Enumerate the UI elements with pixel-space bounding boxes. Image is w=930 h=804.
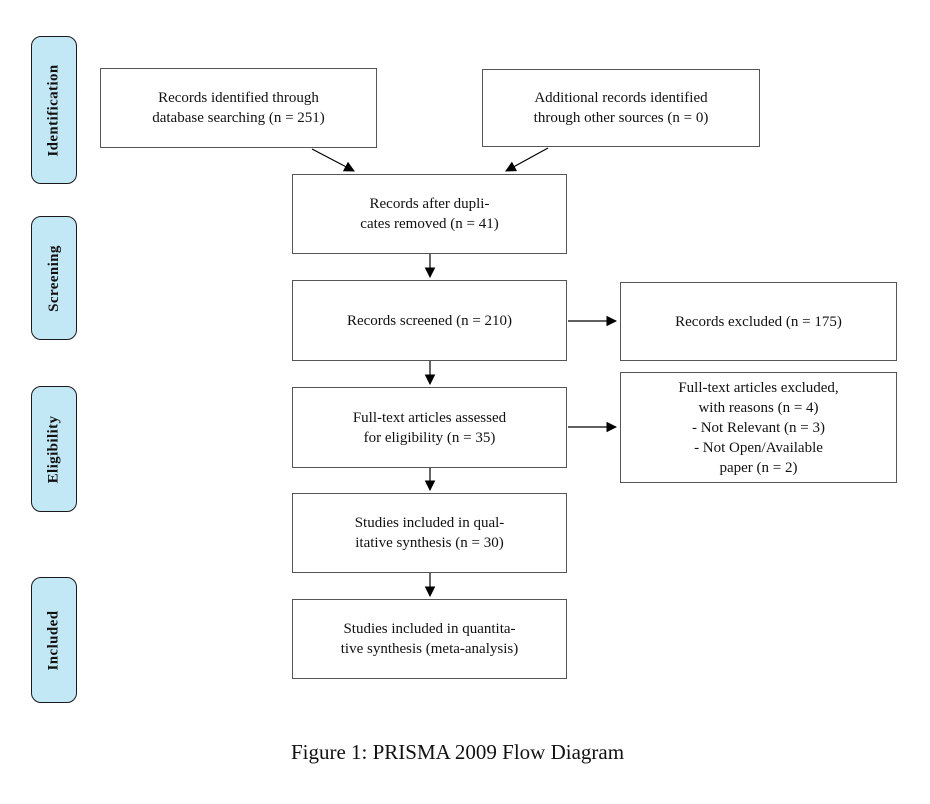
phase-label-screening-text: Screening (45, 244, 62, 312)
box-records-screened-text (293, 311, 566, 331)
phase-label-screening (31, 216, 77, 340)
box-line: through other sources (n = 0) (533, 110, 709, 126)
box-line: cates removed (n = 41) (360, 216, 499, 232)
box-line: Studies included in quantita- (343, 621, 516, 637)
box-qualitative-synthesis-text (293, 513, 566, 553)
phase-label-included (31, 577, 77, 703)
phase-label-eligibility (31, 386, 77, 512)
box-quantitative-synthesis-text (293, 619, 566, 659)
phase-label-identification-text: Identification (45, 63, 62, 157)
box-records-identified (100, 68, 377, 148)
box-fulltext-assessed (292, 387, 567, 468)
phase-label-included-text: Included (45, 610, 62, 670)
box-line: Full-text articles assessed (352, 409, 507, 426)
box-duplicates-removed-text (293, 194, 566, 234)
box-line: Full-text articles excluded, (678, 379, 839, 396)
box-line: - Not Relevant (n = 3) (691, 419, 825, 436)
box-line: itative synthesis (n = 30) (355, 535, 504, 551)
phase-label-identification (31, 36, 77, 184)
box-line: tive synthesis (meta-analysis) (340, 641, 519, 657)
box-line: with reasons (n = 4) (698, 399, 819, 416)
box-line: paper (n = 2) (719, 459, 798, 476)
box-fulltext-assessed-text (293, 408, 566, 448)
box-line: Records excluded (n = 175) (675, 313, 842, 330)
box-line: Records after dupli- (369, 196, 490, 212)
box-additional-records (482, 69, 760, 147)
box-line: - Not Open/Available (694, 439, 823, 456)
box-line: Studies included in qual- (354, 515, 505, 531)
arrow-identified-to-duplicates (312, 149, 354, 171)
box-line: Records identified through (158, 90, 319, 106)
box-records-excluded (620, 282, 897, 361)
box-records-identified-text (101, 88, 376, 128)
box-qualitative-synthesis (292, 493, 567, 573)
box-records-screened (292, 280, 567, 361)
box-additional-records-text (483, 88, 759, 128)
box-fulltext-excluded (620, 372, 897, 483)
box-line: database searching (n = 251) (152, 110, 325, 126)
box-line: Records screened (n = 210) (346, 312, 513, 329)
box-duplicates-removed (292, 174, 567, 254)
phase-label-eligibility-text: Eligibility (45, 415, 62, 483)
box-quantitative-synthesis (292, 599, 567, 679)
box-line: Additional records identified (534, 90, 708, 106)
box-fulltext-excluded-text (621, 378, 896, 478)
figure-caption: Figure 1: PRISMA 2009 Flow Diagram (290, 740, 625, 764)
box-records-excluded-text (621, 312, 896, 332)
box-line: for eligibility (n = 35) (363, 429, 496, 446)
arrow-additional-to-duplicates (506, 148, 548, 171)
